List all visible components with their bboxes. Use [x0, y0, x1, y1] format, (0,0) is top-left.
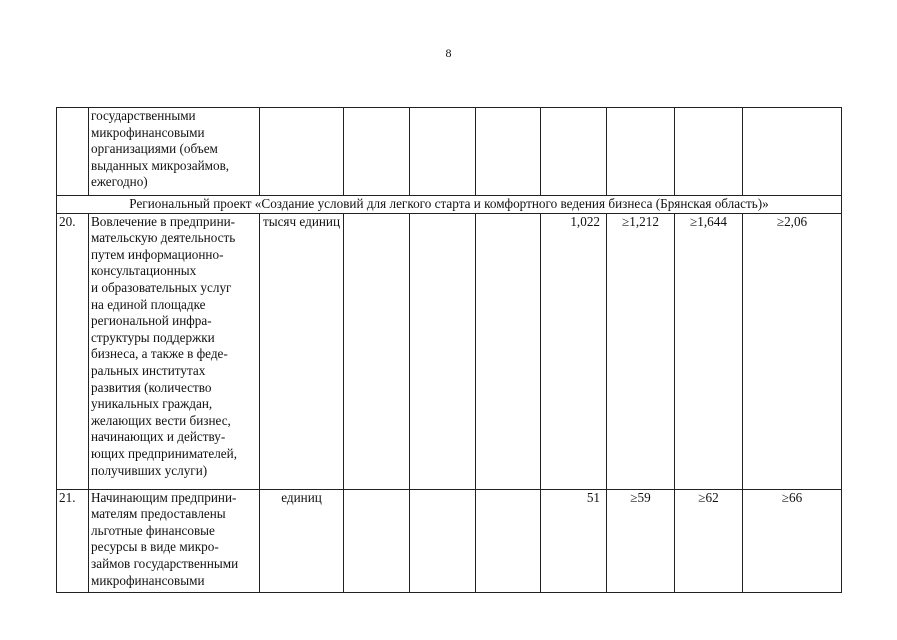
value-cell	[410, 489, 476, 592]
value-cell: 51	[541, 489, 607, 592]
name-line: организациями (объем	[91, 141, 218, 157]
name-line: желающих вести бизнес,	[91, 412, 231, 428]
value-cell	[476, 489, 541, 592]
name-line: микрофинансовыми	[91, 572, 205, 588]
value-cell	[476, 213, 541, 489]
unit-cell	[260, 108, 344, 196]
name-line: бизнеса, а также в феде-	[91, 346, 228, 362]
name-line: развития (количество	[91, 379, 212, 395]
value-cell: ≥62	[675, 489, 743, 592]
value-cell	[344, 213, 410, 489]
name-line: займов государственными	[91, 555, 239, 571]
name-line: начинающих и действу-	[91, 429, 226, 445]
name-line: Начинающим предприни-	[91, 489, 237, 505]
name-line: уникальных граждан,	[91, 396, 213, 412]
section-header: Региональный проект «Создание условий для легкого старта и комфортного ведения бизнеса (Брянская область)»	[57, 196, 842, 214]
value-cell: ≥59	[607, 489, 675, 592]
table-row	[57, 213, 842, 489]
name-line: государственными	[91, 108, 196, 123]
value-cell	[607, 108, 675, 196]
name-line: микрофинансовыми	[91, 124, 205, 140]
value-cell	[344, 489, 410, 592]
value-cell	[675, 108, 743, 196]
name-line: ресурсы в виде микро-	[91, 539, 219, 555]
value-cell: ≥2,06	[743, 213, 842, 489]
value-cell	[344, 108, 410, 196]
indicator-name-cell	[89, 213, 260, 489]
name-line: ющих предпринимателей,	[91, 445, 237, 461]
name-line: региональной инфра-	[91, 313, 212, 329]
value-cell	[476, 108, 541, 196]
name-line: ральных институтах	[91, 362, 206, 378]
name-line: льготные финансовые	[91, 522, 215, 538]
name-line: и образовательных услуг	[91, 279, 232, 295]
unit-cell: единиц	[260, 489, 344, 592]
unit-cell: тысяч единиц	[260, 213, 344, 489]
indicator-name-cell	[89, 489, 260, 592]
name-line: мателям предоставлены	[91, 506, 226, 522]
name-line: получивших услуги)	[91, 462, 208, 478]
indicators-table	[56, 107, 842, 593]
name-line: мательскую деятельность	[91, 230, 236, 246]
row-number-cell	[57, 108, 89, 196]
name-line: структуры поддержки	[91, 329, 215, 345]
value-cell: ≥1,644	[675, 213, 743, 489]
row-number: 21.	[57, 489, 89, 592]
table-row-continuation	[57, 108, 842, 196]
value-cell: 1,022	[541, 213, 607, 489]
table-row-section	[57, 196, 842, 214]
value-cell: ≥66	[743, 489, 842, 592]
name-line: на единой площадке	[91, 296, 206, 312]
name-line: ежегодно)	[91, 174, 148, 190]
name-line: выданных микрозаймов,	[91, 157, 230, 173]
row-number: 20.	[57, 213, 89, 489]
indicator-name-cell	[89, 108, 260, 196]
value-cell: ≥1,212	[607, 213, 675, 489]
value-cell	[410, 108, 476, 196]
value-cell	[743, 108, 842, 196]
name-line: Вовлечение в предприни-	[91, 213, 236, 229]
name-line: консультационных	[91, 263, 197, 279]
value-cell	[410, 213, 476, 489]
name-line: путем информационно-	[91, 246, 224, 262]
value-cell	[541, 108, 607, 196]
table-row	[57, 489, 842, 592]
page-number: 8	[445, 46, 452, 60]
